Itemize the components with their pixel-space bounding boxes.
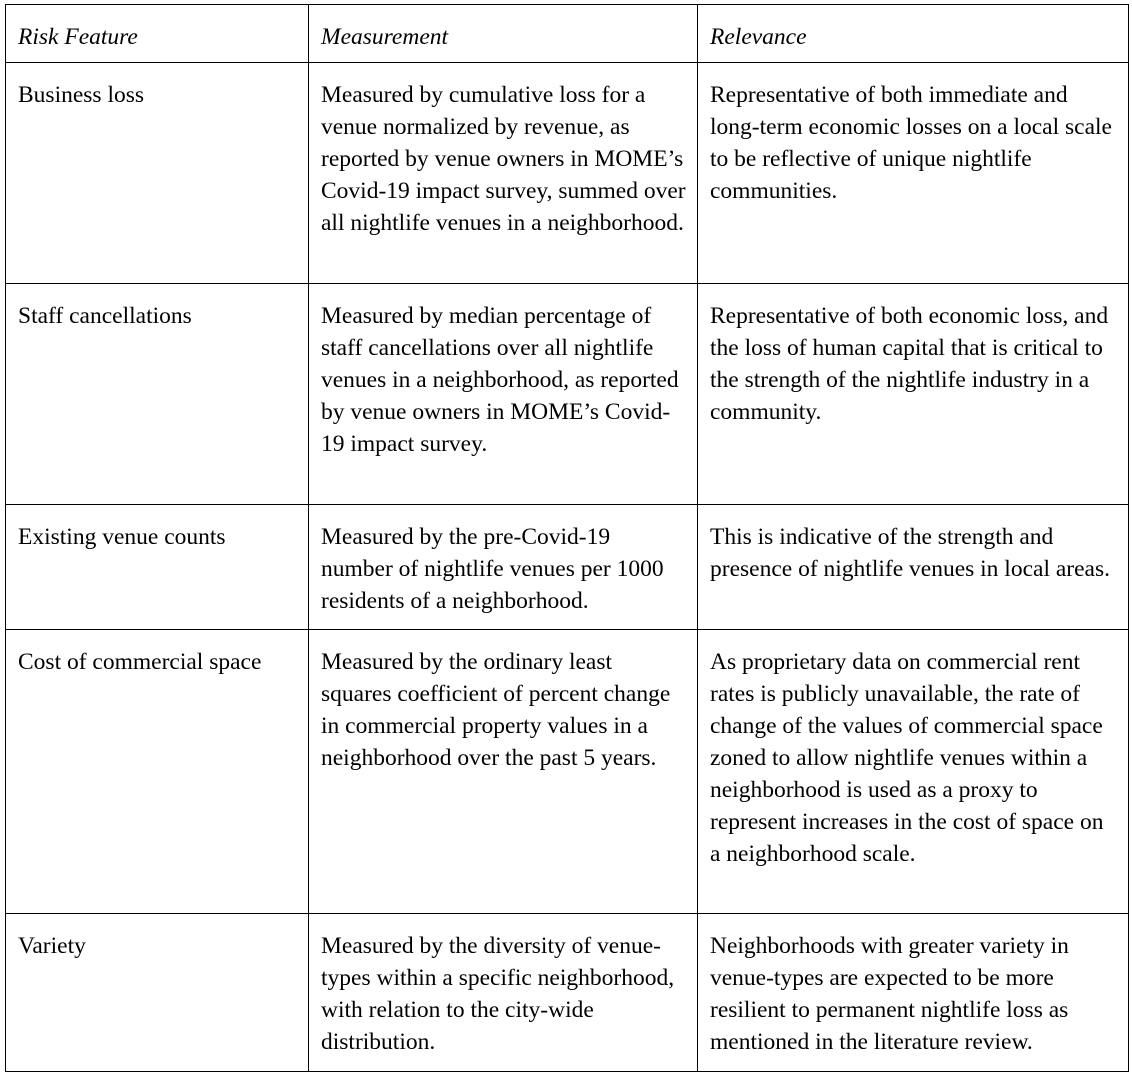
- risk-feature-cell: Business loss: [6, 63, 309, 284]
- table-row: [6, 914, 1129, 1072]
- measurement-cell: Measured by cumulative loss for a venue normalized by revenue, as reported by venue owners in MOME’s Covid-19 impact survey, summed over all nightlife venues in a neighborhood.: [309, 63, 698, 284]
- risk-feature-cell: Variety: [6, 914, 309, 1072]
- header-measurement: Measurement: [309, 5, 698, 63]
- relevance-cell: This is indicative of the strength and presence of nightlife venues in local areas.: [698, 505, 1129, 630]
- relevance-cell: As proprietary data on commercial rent rates is publicly unavailable, the rate of change of the values of commercial space zoned to allow nightlife venues within a neighborhood is used as a proxy to represent increases in the cost of space on a neighborhood scale.: [698, 630, 1129, 914]
- header-risk-feature: Risk Feature: [6, 5, 309, 63]
- measurement-cell: Measured by the pre-Covid-19 number of nightlife venues per 1000 residents of a neighborhood.: [309, 505, 698, 630]
- table-row: [6, 505, 1129, 630]
- table-header-row: [6, 5, 1129, 63]
- risk-feature-cell: Existing venue counts: [6, 505, 309, 630]
- measurement-cell: Measured by the diversity of venue-types within a specific neighborhood, with relation to the city-wide distribution.: [309, 914, 698, 1072]
- relevance-cell: Representative of both immediate and long-term economic losses on a local scale to be reflective of unique nightlife communities.: [698, 63, 1129, 284]
- measurement-cell: Measured by the ordinary least squares coefficient of percent change in commercial property values in a neighborhood over the past 5 years.: [309, 630, 698, 914]
- relevance-cell: Representative of both economic loss, and the loss of human capital that is critical to the strength of the nightlife industry in a community.: [698, 284, 1129, 505]
- risk-feature-cell: Cost of commercial space: [6, 630, 309, 914]
- measurement-cell: Measured by median percentage of staff cancellations over all nightlife venues in a neighborhood, as reported by venue owners in MOME’s Covid-19 impact survey.: [309, 284, 698, 505]
- table-row: [6, 630, 1129, 914]
- header-relevance: Relevance: [698, 5, 1129, 63]
- table-row: [6, 284, 1129, 505]
- table-row: [6, 63, 1129, 284]
- risk-feature-cell: Staff cancellations: [6, 284, 309, 505]
- relevance-cell: Neighborhoods with greater variety in venue-types are expected to be more resilient to permanent nightlife loss as mentioned in the literature review.: [698, 914, 1129, 1072]
- risk-feature-table: [5, 4, 1129, 1072]
